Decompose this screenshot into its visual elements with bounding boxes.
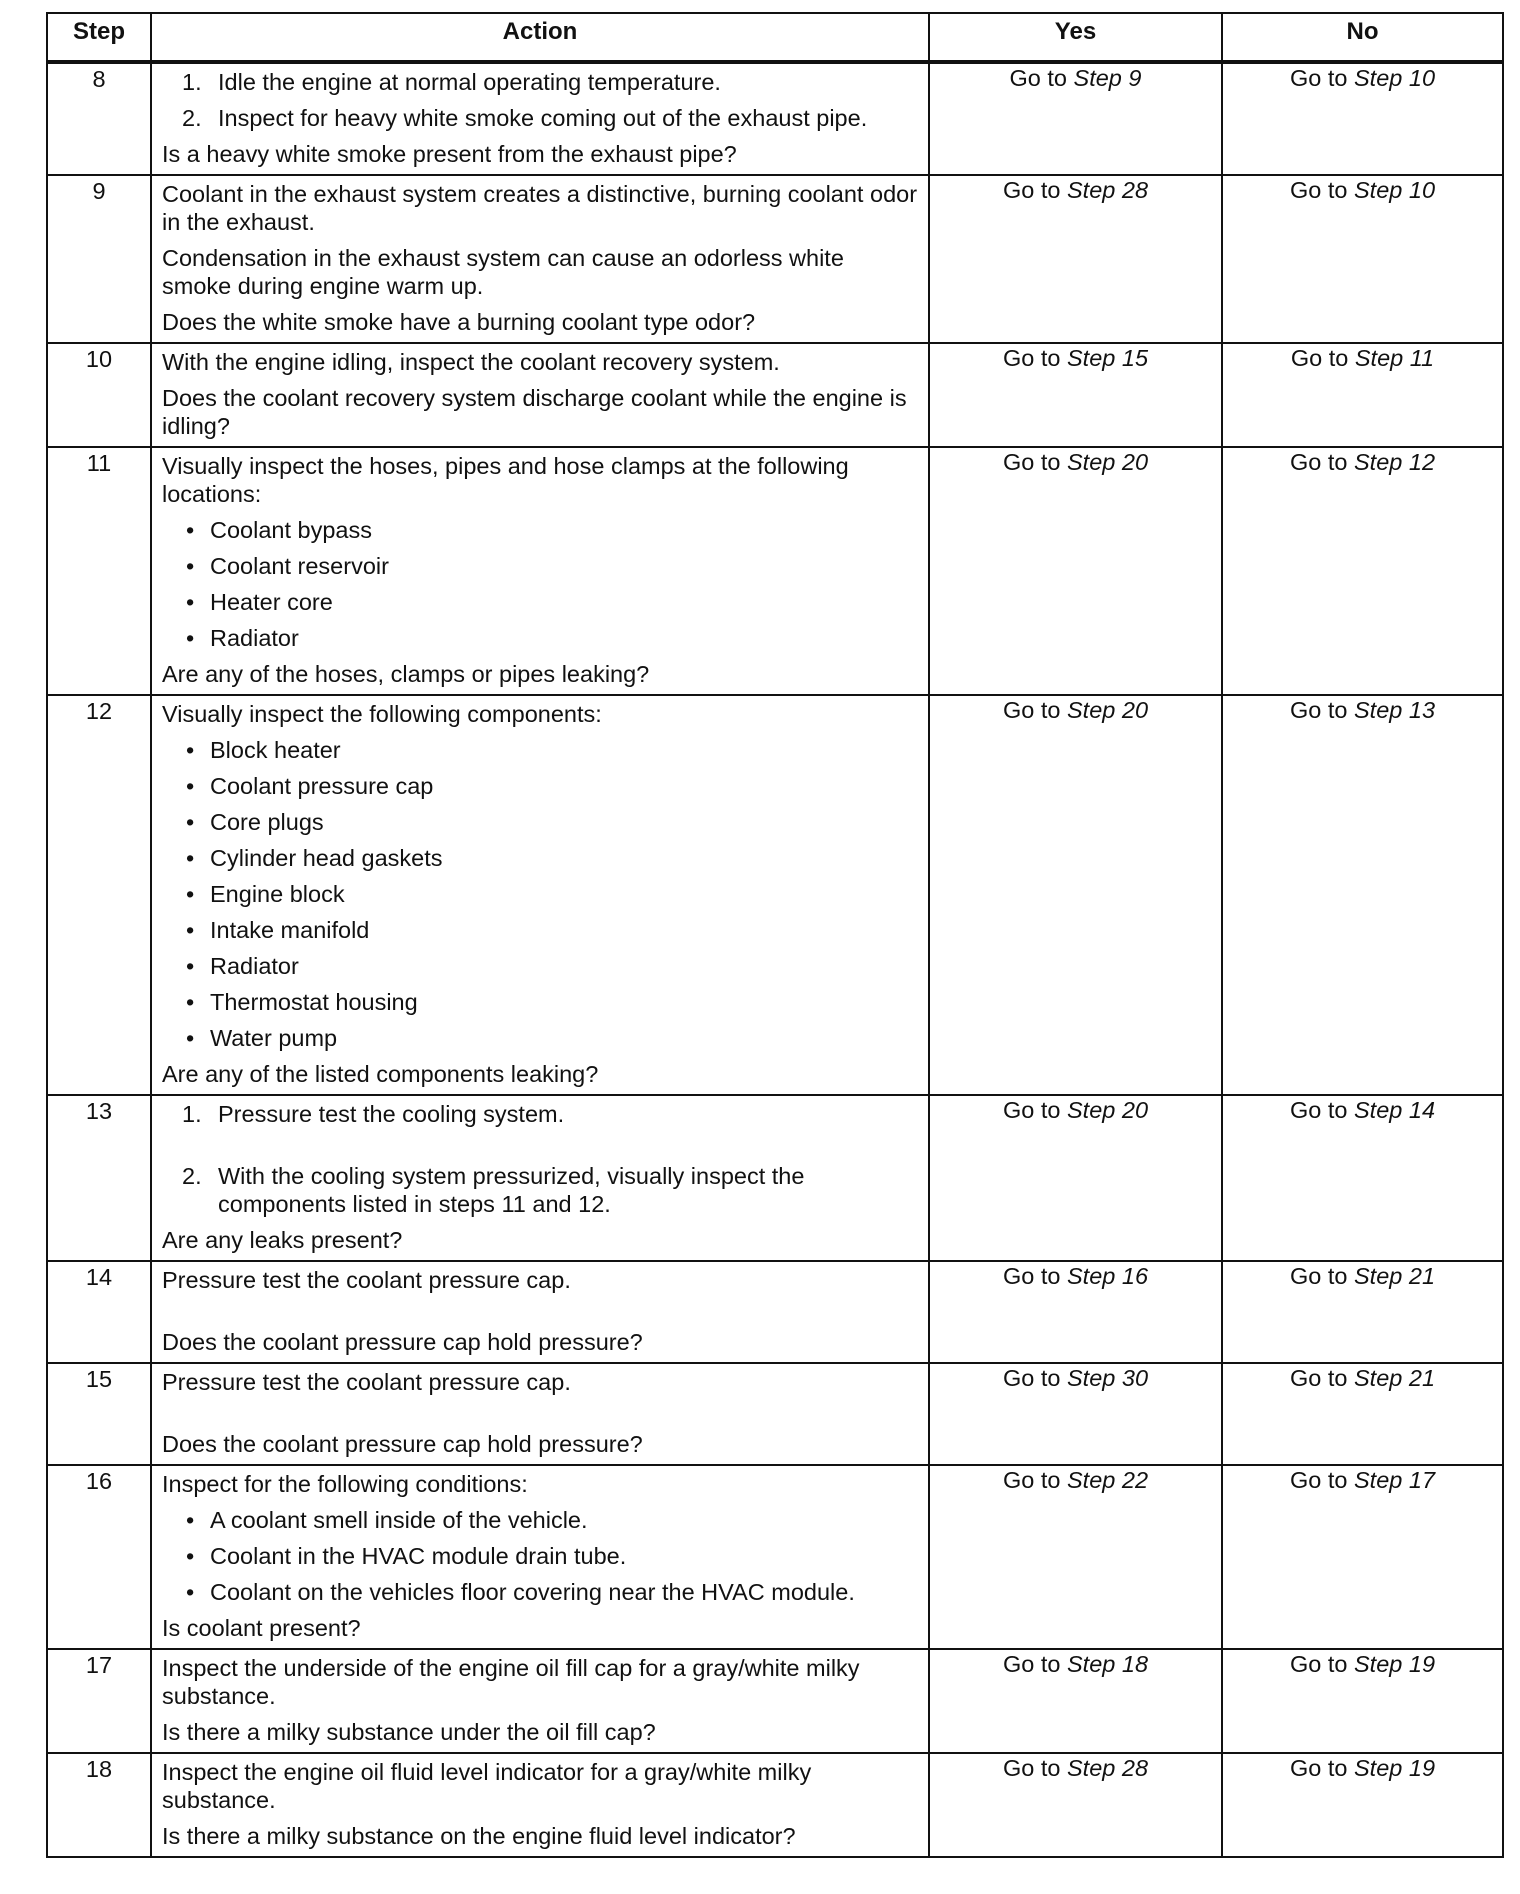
action-text: Is coolant present? [162, 1615, 361, 1641]
goto-step: Step 30 [1067, 1365, 1149, 1391]
item-text: Thermostat housing [210, 989, 418, 1015]
bullet-icon: • [186, 917, 195, 943]
header-row [47, 13, 1503, 62]
item-number: 1. [182, 1101, 202, 1127]
goto-yes [1003, 1263, 1148, 1289]
goto-prefix: Go to [1002, 1263, 1061, 1289]
item-number: 2. [182, 105, 202, 131]
action-text: Visually inspect the hoses, pipes and hose clamps at the following locations: [162, 453, 849, 507]
goto-step: Step 22 [1067, 1467, 1149, 1493]
item-text: Engine block [210, 881, 345, 907]
bullet-icon: • [186, 553, 195, 579]
bullet-icon: • [186, 1543, 195, 1569]
goto-prefix: Go to [1289, 449, 1348, 475]
goto-step: Step 17 [1354, 1467, 1436, 1493]
goto-step: Step 20 [1067, 449, 1149, 475]
item-text: A coolant smell inside of the vehicle. [210, 1507, 588, 1533]
goto-prefix: Go to [1289, 1651, 1348, 1677]
action-cell [151, 1095, 929, 1261]
yes-cell [929, 447, 1222, 695]
item-text: With the cooling system pressurized, visually inspect the components listed in steps 11 and 12. [218, 1163, 805, 1217]
bullet-icon: • [186, 737, 195, 763]
goto-yes [1003, 1467, 1148, 1493]
table-row [47, 175, 1503, 343]
yes-cell [929, 1095, 1222, 1261]
action-text: Does the white smoke have a burning coolant type odor? [162, 309, 756, 335]
action-text: Are any of the listed components leaking? [162, 1061, 599, 1087]
item-text: Radiator [210, 953, 299, 979]
item-text: Block heater [210, 737, 341, 763]
goto-prefix: Go to [1289, 65, 1348, 91]
no-cell [1222, 175, 1503, 343]
no-cell [1222, 447, 1503, 695]
step-number: 16 [47, 1465, 151, 1649]
step-number: 11 [47, 447, 151, 695]
item-text: Coolant in the HVAC module drain tube. [210, 1543, 627, 1569]
goto-no [1290, 1467, 1435, 1493]
yes-cell [929, 175, 1222, 343]
table-row [47, 1465, 1503, 1649]
action-cell [151, 695, 929, 1095]
goto-step: Step 19 [1354, 1755, 1436, 1781]
item-text: Pressure test the cooling system. [218, 1101, 565, 1127]
goto-yes [1003, 1097, 1148, 1123]
yes-cell [929, 1753, 1222, 1857]
bullet-item [186, 1578, 918, 1606]
action-text: Inspect the underside of the engine oil fill cap for a gray/white milky substance. [162, 1655, 860, 1709]
bullet-icon: • [186, 517, 195, 543]
action-cell [151, 343, 929, 447]
table-row [47, 1649, 1503, 1753]
goto-prefix: Go to [1289, 1263, 1348, 1289]
bullet-icon: • [186, 1507, 195, 1533]
step-number: 18 [47, 1753, 151, 1857]
numbered-item [182, 1162, 918, 1218]
bullet-item [186, 772, 918, 800]
table-row [47, 447, 1503, 695]
header-action: Action [151, 13, 929, 62]
goto-yes [1010, 65, 1142, 91]
action-text: Pressure test the coolant pressure cap. [162, 1267, 571, 1293]
item-text: Radiator [210, 625, 299, 651]
numbered-item [182, 1100, 918, 1128]
goto-step: Step 18 [1067, 1651, 1149, 1677]
goto-prefix: Go to [1002, 1651, 1061, 1677]
action-text: Does the coolant pressure cap hold pressure? [162, 1431, 643, 1457]
goto-prefix: Go to [1290, 345, 1349, 371]
item-number: 2. [182, 1163, 202, 1189]
goto-step: Step 20 [1067, 1097, 1149, 1123]
goto-no [1291, 345, 1434, 371]
goto-step: Step 21 [1354, 1365, 1436, 1391]
goto-prefix: Go to [1002, 177, 1061, 203]
bullet-item [186, 808, 918, 836]
yes-cell [929, 62, 1222, 175]
no-cell [1222, 343, 1503, 447]
bullet-item [186, 736, 918, 764]
action-text: Pressure test the coolant pressure cap. [162, 1369, 571, 1395]
goto-prefix: Go to [1289, 1467, 1348, 1493]
yes-cell [929, 1649, 1222, 1753]
action-cell [151, 1465, 929, 1649]
bullet-item [186, 516, 918, 544]
numbered-item [182, 104, 918, 132]
bullet-item [186, 916, 918, 944]
goto-prefix: Go to [1002, 449, 1061, 475]
action-text: Is there a milky substance on the engine fluid level indicator? [162, 1823, 796, 1849]
bullet-icon: • [186, 589, 195, 615]
table-row [47, 695, 1503, 1095]
action-text: Are any leaks present? [162, 1227, 403, 1253]
no-cell [1222, 1363, 1503, 1465]
goto-step: Step 10 [1354, 177, 1436, 203]
bullet-item [186, 624, 918, 652]
goto-prefix: Go to [1009, 65, 1067, 91]
goto-prefix: Go to [1289, 1097, 1348, 1123]
diagnostic-table [46, 12, 1504, 1858]
goto-prefix: Go to [1002, 1365, 1061, 1391]
bullet-item [186, 952, 918, 980]
no-cell [1222, 1753, 1503, 1857]
bullet-icon: • [186, 1579, 195, 1605]
bullet-item [186, 1542, 918, 1570]
no-cell [1222, 1649, 1503, 1753]
goto-no [1290, 1755, 1435, 1781]
goto-step: Step 21 [1354, 1263, 1436, 1289]
goto-step: Step 11 [1354, 345, 1435, 371]
bullet-icon: • [186, 1025, 195, 1051]
goto-step: Step 28 [1067, 177, 1149, 203]
goto-step: Step 15 [1067, 345, 1149, 371]
blank-spacer [162, 1302, 918, 1328]
table-row [47, 343, 1503, 447]
goto-prefix: Go to [1002, 1755, 1061, 1781]
item-text: Inspect for heavy white smoke coming out of the exhaust pipe. [218, 105, 868, 131]
table-row [47, 1363, 1503, 1465]
no-cell [1222, 1465, 1503, 1649]
bullet-icon: • [186, 845, 195, 871]
bullet-item [186, 988, 918, 1016]
header-step: Step [47, 13, 151, 62]
no-cell [1222, 62, 1503, 175]
item-text: Water pump [210, 1025, 338, 1051]
bullet-item [186, 552, 918, 580]
no-cell [1222, 695, 1503, 1095]
action-text: Are any of the hoses, clamps or pipes leaking? [162, 661, 650, 687]
header-no: No [1222, 13, 1503, 62]
goto-yes [1003, 345, 1148, 371]
item-text: Coolant bypass [210, 517, 372, 543]
goto-no [1290, 449, 1435, 475]
yes-cell [929, 1363, 1222, 1465]
step-number: 13 [47, 1095, 151, 1261]
blank-spacer [162, 1136, 918, 1162]
goto-no [1290, 65, 1435, 91]
goto-step: Step 20 [1067, 697, 1149, 723]
action-text: Visually inspect the following components: [162, 701, 602, 727]
bullet-icon: • [186, 809, 195, 835]
table-row [47, 1095, 1503, 1261]
item-text: Core plugs [210, 809, 324, 835]
goto-no [1290, 1097, 1435, 1123]
bullet-item [186, 1506, 918, 1534]
item-text: Intake manifold [210, 917, 370, 943]
action-text: Is a heavy white smoke present from the exhaust pipe? [162, 141, 737, 167]
action-text: Coolant in the exhaust system creates a distinctive, burning coolant odor in the exhaust. [162, 181, 918, 235]
step-number: 10 [47, 343, 151, 447]
goto-step: Step 28 [1067, 1755, 1149, 1781]
bullet-item [186, 1024, 918, 1052]
yes-cell [929, 695, 1222, 1095]
goto-yes [1003, 177, 1148, 203]
goto-step: Step 10 [1354, 65, 1436, 91]
goto-no [1290, 1651, 1435, 1677]
goto-no [1290, 1263, 1435, 1289]
action-text: Inspect the engine oil fluid level indicator for a gray/white milky substance. [162, 1759, 812, 1813]
item-text: Cylinder head gaskets [210, 845, 443, 871]
table-row [47, 1753, 1503, 1857]
action-text: Condensation in the exhaust system can cause an odorless white smoke during engine warm up. [162, 245, 844, 299]
yes-cell [929, 1465, 1222, 1649]
action-text: Inspect for the following conditions: [162, 1471, 528, 1497]
bullet-icon: • [186, 953, 195, 979]
action-cell [151, 1261, 929, 1363]
numbered-item [182, 68, 918, 96]
goto-prefix: Go to [1289, 697, 1348, 723]
action-cell [151, 1649, 929, 1753]
goto-yes [1003, 449, 1148, 475]
action-cell [151, 175, 929, 343]
item-text: Heater core [210, 589, 333, 615]
table-row [47, 62, 1503, 175]
table-row [47, 1261, 1503, 1363]
bullet-item [186, 880, 918, 908]
bullet-icon: • [186, 625, 195, 651]
yes-cell [929, 1261, 1222, 1363]
no-cell [1222, 1261, 1503, 1363]
action-cell [151, 1753, 929, 1857]
step-number: 8 [47, 62, 151, 175]
step-number: 9 [47, 175, 151, 343]
goto-no [1290, 1365, 1435, 1391]
action-cell [151, 62, 929, 175]
item-text: Coolant reservoir [210, 553, 389, 579]
goto-step: Step 12 [1354, 449, 1436, 475]
goto-no [1290, 697, 1435, 723]
action-cell [151, 1363, 929, 1465]
action-text: Is there a milky substance under the oil fill cap? [162, 1719, 656, 1745]
item-text: Coolant on the vehicles floor covering near the HVAC module. [210, 1579, 855, 1605]
item-text: Coolant pressure cap [210, 773, 434, 799]
goto-step: Step 9 [1073, 65, 1142, 91]
step-number: 12 [47, 695, 151, 1095]
header-yes: Yes [929, 13, 1222, 62]
bullet-icon: • [186, 989, 195, 1015]
bullet-icon: • [186, 773, 195, 799]
item-number: 1. [182, 69, 202, 95]
goto-prefix: Go to [1289, 1755, 1348, 1781]
goto-step: Step 16 [1067, 1263, 1149, 1289]
goto-step: Step 14 [1354, 1097, 1436, 1123]
goto-prefix: Go to [1289, 1365, 1348, 1391]
step-number: 17 [47, 1649, 151, 1753]
blank-spacer [162, 1404, 918, 1430]
step-number: 15 [47, 1363, 151, 1465]
step-number: 14 [47, 1261, 151, 1363]
bullet-item [186, 844, 918, 872]
item-text: Idle the engine at normal operating temperature. [218, 69, 721, 95]
goto-step: Step 19 [1354, 1651, 1436, 1677]
action-cell [151, 447, 929, 695]
goto-prefix: Go to [1002, 1467, 1061, 1493]
diagnostic-page [46, 12, 1502, 1858]
goto-yes [1003, 1365, 1148, 1391]
goto-prefix: Go to [1002, 697, 1061, 723]
goto-yes [1003, 1651, 1148, 1677]
action-text: With the engine idling, inspect the coolant recovery system. [162, 349, 780, 375]
action-text: Does the coolant recovery system discharge coolant while the engine is idling? [162, 385, 907, 439]
goto-prefix: Go to [1289, 177, 1348, 203]
goto-prefix: Go to [1002, 345, 1061, 371]
goto-no [1290, 177, 1435, 203]
goto-yes [1003, 697, 1148, 723]
action-text: Does the coolant pressure cap hold pressure? [162, 1329, 643, 1355]
goto-prefix: Go to [1002, 1097, 1061, 1123]
goto-step: Step 13 [1354, 697, 1436, 723]
bullet-item [186, 588, 918, 616]
bullet-icon: • [186, 881, 195, 907]
yes-cell [929, 343, 1222, 447]
no-cell [1222, 1095, 1503, 1261]
goto-yes [1003, 1755, 1148, 1781]
